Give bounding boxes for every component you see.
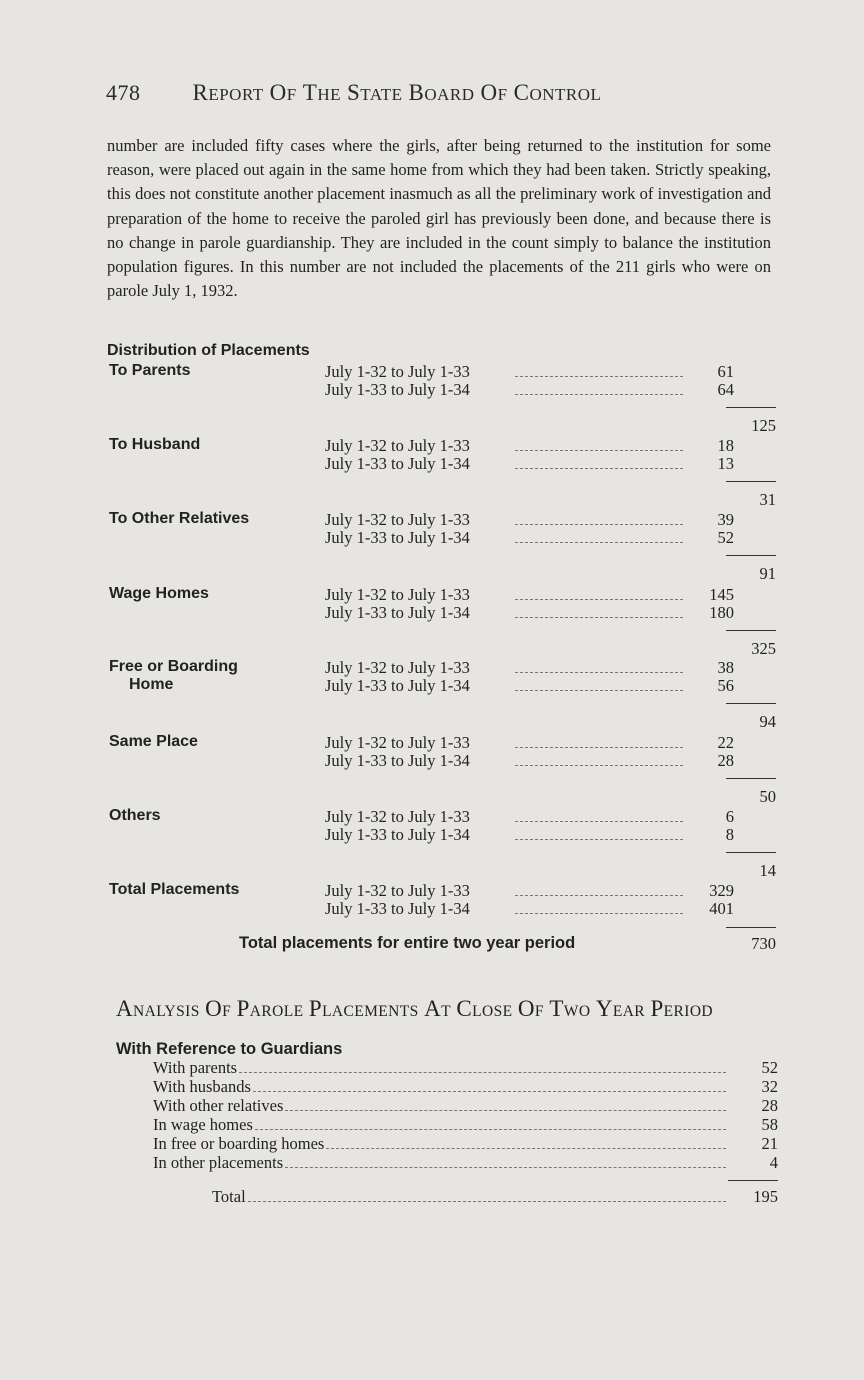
leader-dots — [515, 376, 683, 377]
group-label-line2: Home — [129, 676, 174, 693]
period-value: 145 — [709, 585, 734, 604]
group-label: To Husband — [109, 436, 201, 453]
period-label: July 1-33 to July 1-34 — [325, 528, 470, 547]
period-label: July 1-33 to July 1-34 — [325, 899, 470, 918]
leader-dots — [515, 821, 683, 822]
analysis-row-label: In other placements — [153, 1153, 284, 1172]
period-value: 61 — [717, 362, 734, 381]
period-label: July 1-33 to July 1-34 — [325, 380, 470, 399]
leader-dots — [285, 1167, 726, 1168]
group-label: To Parents — [109, 362, 191, 379]
period-label: July 1-32 to July 1-33 — [325, 510, 470, 529]
period-value: 13 — [717, 454, 734, 473]
analysis-title: ANALYSIS OF PAROLE PLACEMENTS AT CLOSE OF TWO YEAR PERIOD — [116, 996, 714, 1021]
analysis-row-value: 32 — [761, 1077, 778, 1096]
subtotal-value: 14 — [759, 861, 776, 880]
leader-dots — [515, 895, 683, 896]
grand-total-rule — [726, 927, 776, 928]
period-value: 8 — [725, 825, 734, 844]
intro-paragraph: number are included fifty cases where the girls, after being returned to the institution for some reason, were placed out again in the same home from which they had been taken. Strictly speaking, this does not constitute another placement inasmuch as all the preliminary work of investigation and preparation of the home to receive the paroled girl has previously been done, and because there is no change in parole guardianship. They are included in the count simply to balance the institution population figures. In this number are not included the placements of the 211 girls who were on parole July 1, 1932. — [107, 136, 771, 301]
period-value: 401 — [709, 899, 734, 918]
leader-dots — [326, 1148, 726, 1149]
leader-dots — [515, 839, 683, 840]
period-value: 18 — [717, 436, 734, 455]
subtotal-rule — [726, 778, 776, 779]
period-label: July 1-33 to July 1-34 — [325, 825, 470, 844]
group-label: To Other Relatives — [109, 510, 250, 527]
leader-dots — [515, 468, 683, 469]
analysis-total-rule — [728, 1180, 778, 1181]
period-label: July 1-32 to July 1-33 — [325, 733, 470, 752]
leader-dots — [515, 672, 683, 673]
analysis-total-label: Total — [212, 1187, 246, 1206]
leader-dots — [515, 617, 683, 618]
subtotal-value: 50 — [759, 787, 776, 806]
leader-dots — [515, 450, 683, 451]
analysis-row-value: 21 — [761, 1134, 778, 1153]
period-label: July 1-32 to July 1-33 — [325, 881, 470, 900]
period-value: 38 — [717, 658, 734, 677]
analysis-row-value: 52 — [761, 1058, 778, 1077]
period-value: 6 — [725, 807, 734, 826]
page-header — [106, 80, 601, 106]
group-label: Same Place — [109, 733, 198, 750]
leader-dots — [515, 524, 683, 525]
leader-dots — [515, 599, 683, 600]
group-label: Wage Homes — [109, 585, 209, 602]
subtotal-rule — [726, 703, 776, 704]
leader-dots — [239, 1072, 726, 1073]
group-label: Total Placements — [109, 881, 240, 898]
subtotal-rule — [726, 630, 776, 631]
analysis-subheading: With Reference to Guardians — [116, 1040, 343, 1058]
period-value: 56 — [717, 676, 734, 695]
period-label: July 1-33 to July 1-34 — [325, 676, 470, 695]
analysis-row-label: With parents — [153, 1058, 238, 1077]
analysis-row-label: In wage homes — [153, 1115, 253, 1134]
period-label: July 1-33 to July 1-34 — [325, 454, 470, 473]
subtotal-value: 325 — [751, 639, 776, 658]
period-label: July 1-33 to July 1-34 — [325, 751, 470, 770]
leader-dots — [253, 1091, 726, 1092]
grand-total-value: 730 — [751, 934, 776, 953]
leader-dots — [255, 1129, 726, 1130]
subtotal-rule — [726, 555, 776, 556]
analysis-row-value: 28 — [761, 1096, 778, 1115]
leader-dots — [285, 1110, 726, 1111]
subtotal-rule — [726, 407, 776, 408]
period-label: July 1-32 to July 1-33 — [325, 807, 470, 826]
subtotal-rule — [726, 852, 776, 853]
period-value: 329 — [709, 881, 734, 900]
leader-dots — [248, 1201, 726, 1202]
leader-dots — [515, 747, 683, 748]
subtotal-value: 125 — [751, 416, 776, 435]
analysis-total-value: 195 — [753, 1187, 778, 1206]
period-value: 28 — [717, 751, 734, 770]
page-title: REPORT OF THE STATE BOARD OF CONTROL — [192, 80, 602, 105]
subtotal-rule — [726, 481, 776, 482]
analysis-row-label: In free or boarding homes — [153, 1134, 325, 1153]
page-number: 478 — [106, 80, 141, 105]
period-label: July 1-33 to July 1-34 — [325, 603, 470, 622]
leader-dots — [515, 913, 683, 914]
subtotal-value: 91 — [759, 564, 776, 583]
leader-dots — [515, 542, 683, 543]
period-label: July 1-32 to July 1-33 — [325, 585, 470, 604]
leader-dots — [515, 690, 683, 691]
analysis-row-label: With other relatives — [153, 1096, 284, 1115]
analysis-row-label: With husbands — [153, 1077, 251, 1096]
period-value: 39 — [717, 510, 734, 529]
period-label: July 1-32 to July 1-33 — [325, 362, 470, 381]
grand-total-label: Total placements for entire two year period — [239, 934, 576, 952]
period-label: July 1-32 to July 1-33 — [325, 658, 470, 677]
group-label: Others — [109, 807, 161, 824]
analysis-row-value: 58 — [761, 1115, 778, 1134]
group-label: Free or Boarding — [109, 658, 238, 675]
leader-dots — [515, 394, 683, 395]
period-value: 64 — [717, 380, 734, 399]
period-value: 22 — [717, 733, 734, 752]
distribution-heading: Distribution of Placements — [107, 342, 310, 359]
period-value: 52 — [717, 528, 734, 547]
period-value: 180 — [709, 603, 734, 622]
subtotal-value: 31 — [759, 490, 776, 509]
subtotal-value: 94 — [759, 712, 776, 731]
analysis-row-value: 4 — [769, 1153, 778, 1172]
period-label: July 1-32 to July 1-33 — [325, 436, 470, 455]
leader-dots — [515, 765, 683, 766]
